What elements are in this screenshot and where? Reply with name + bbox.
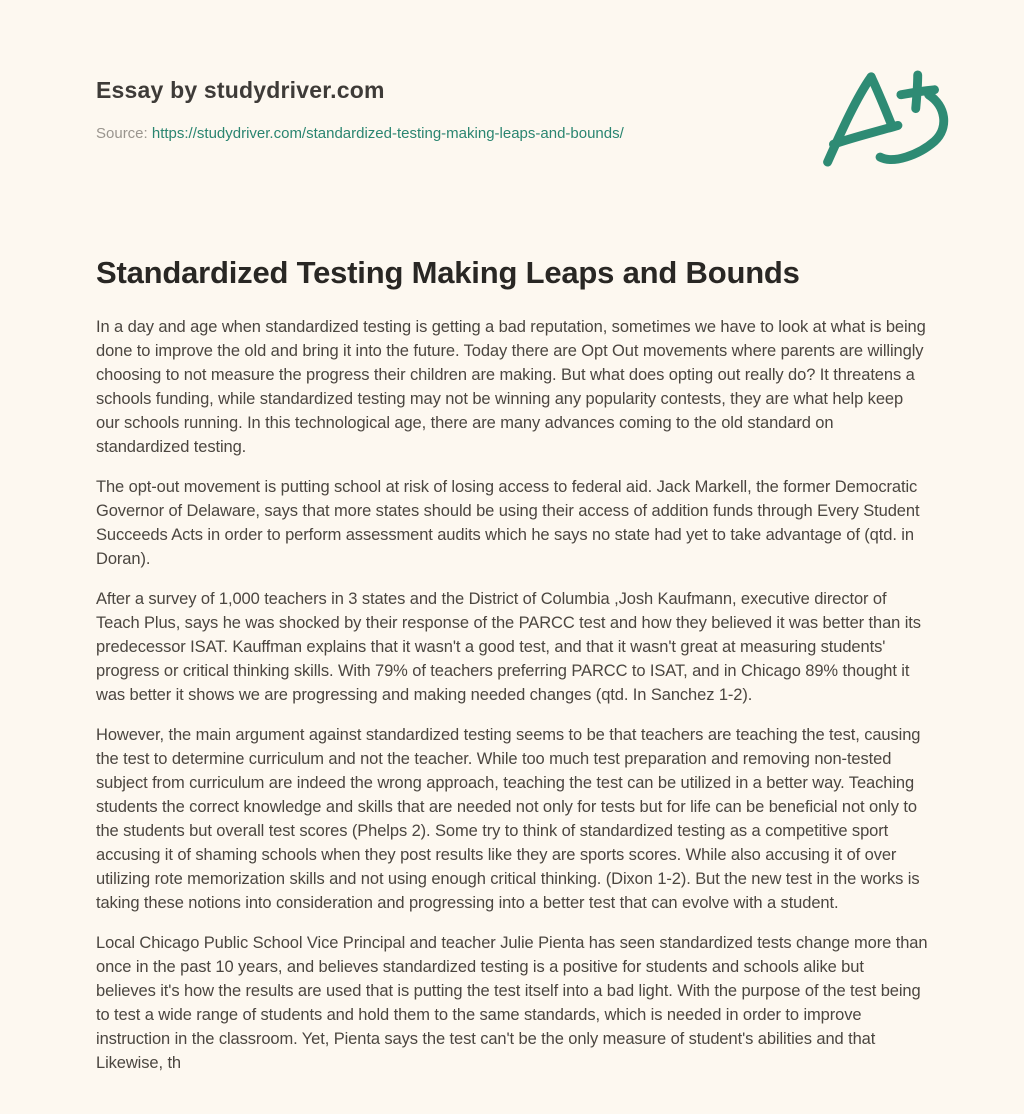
essay-paragraph: Local Chicago Public School Vice Principal and teacher Julie Pienta has seen standardized tests change more than once in the past 10 years, and believes standardized testing is a positive for students and schools alike but believes it's how the results are used that is putting the test itself into a bad light. With the purpose of the test being to test a wide range of students and hold them to the same standards, which is needed in order to improve instruction in the classroom. Yet, Pienta says the test can't be the only measure of student's abilities and that Likewise, th: [96, 934, 928, 1072]
essay-paragraph: However, the main argument against standardized testing seems to be that teachers are teaching the test, causing the test to determine curriculum and not the teacher. While too much test preparation and removing non-tested subject from curriculum are indeed the wrong approach, teaching the test can be utilized in a better way. Teaching students the correct knowledge and skills that are needed not only for tests but for life can be beneficial not only to the students but overall test scores (Phelps 2). Some try to think of standardized testing as a competitive sport accusing it of shaming schools when they post results like they are sports scores. While also accusing it of over utilizing rote memorization skills and not using enough critical thinking. (Dixon 1-2). But the new test in the works is taking these notions into consideration and progressing into a better test that can evolve with a student.: [96, 726, 921, 912]
document-title: Standardized Testing Making Leaps and Bounds: [96, 255, 800, 290]
source-link[interactable]: https://studydriver.com/standardized-testing-making-leaps-and-bounds/: [151, 125, 624, 142]
a-plus-grade-logo-icon: [818, 64, 958, 168]
source-label: Source:: [96, 125, 152, 142]
essay-paragraph: The opt-out movement is putting school at risk of losing access to federal aid. Jack Markell, the former Democratic Governor of Delaware, says that more states should be using their access of addition funds through Every Student Succeeds Acts in order to perform assessment audits which he says no state had yet to take advantage of (qtd. in Doran).: [96, 478, 920, 568]
source-line: [96, 124, 928, 144]
essay-body: [96, 315, 928, 1075]
essay-paragraph: After a survey of 1,000 teachers in 3 states and the District of Columbia ,Josh Kaufmann, executive director of Teach Plus, says he was shocked by their response of the PARCC test and how they believed it was better than its predecessor ISAT. Kauffman explains that it wasn't a good test, and that it wasn't great at measuring students' progress or critical thinking skills. With 79% of teachers preferring PARCC to ISAT, and in Chicago 89% thought it was better it shows we are progressing and making needed changes (qtd. In Sanchez 1-2).: [96, 590, 921, 704]
essay-paragraph: In a day and age when standardized testing is getting a bad reputation, sometimes we have to look at what is being done to improve the old and bring it into the future. Today there are Opt Out movements where parents are willingly choosing to not measure the progress their children are making. But what does opting out really do? It threatens a schools funding, while standardized testing may not be winning any popularity contests, they are what help keep our schools running. In this technological age, there are many advances coming to the old standard on standardized testing.: [96, 318, 926, 456]
page-title: Essay by studydriver.com: [96, 77, 385, 103]
